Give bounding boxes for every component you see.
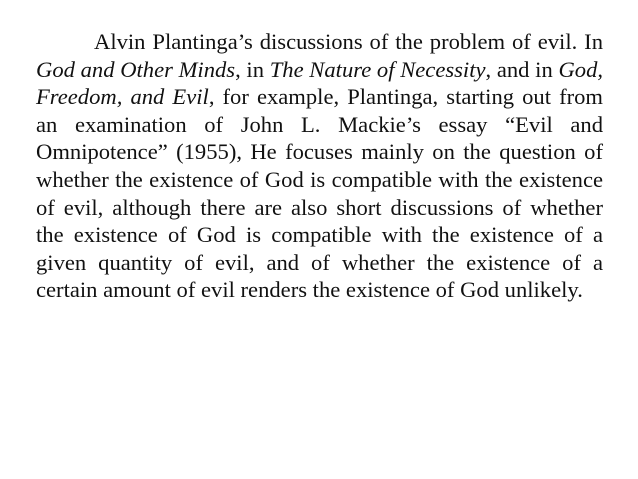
body-paragraph [36, 28, 603, 304]
book-title-the-nature-of-necessity: The Nature of Necessity [269, 56, 486, 82]
text-segment: , in [235, 56, 270, 82]
text-segment: , and in [485, 56, 559, 82]
book-title-god-freedom-and-evil: God, Freedom, and Evil [36, 56, 604, 110]
text-segment: Alvin Plantinga’s discussions of the problem of evil. In [94, 29, 603, 54]
book-title-god-and-other-minds: God and Other Minds [36, 56, 236, 82]
text-segment: , for example, Plantinga, starting out from an examination of John L. Mackie’s essay “Evil and Omnipotence” (1955), He focuses mainly on the question of whether the existence of God is compatible with the existence of evil, although there are also short discussions of whether the existence of God is compatible with the existence of a given quantity of evil, and of whether the existence of a certain amount of evil renders the existence of God unlikely. [36, 84, 603, 303]
